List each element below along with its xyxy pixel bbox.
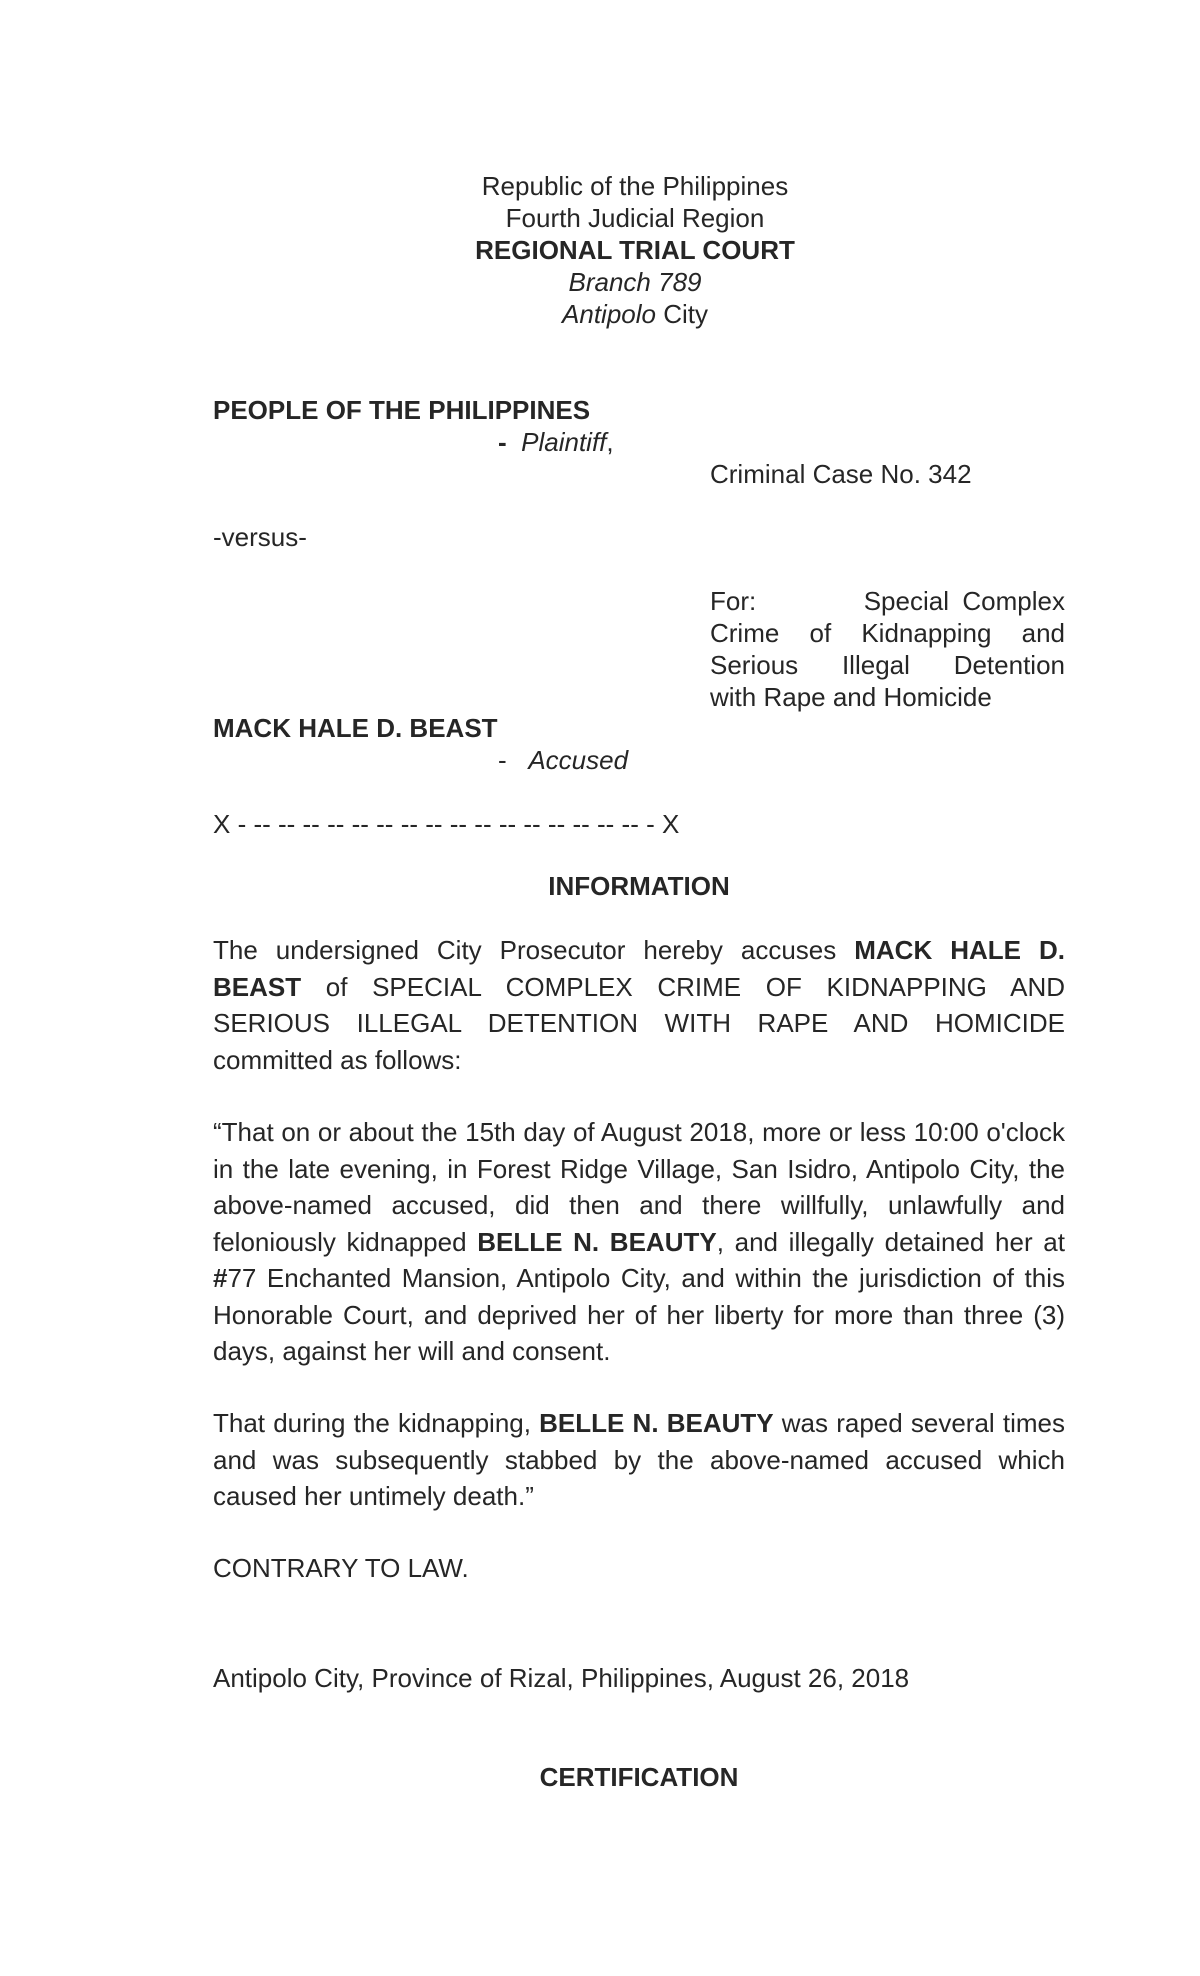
- accused-role: Accused: [528, 745, 629, 775]
- information-paragraph-2: [213, 1114, 1065, 1370]
- plaintiff-role: Plaintiff: [521, 427, 607, 457]
- header-city: [400, 298, 870, 330]
- information-paragraph-1: [213, 932, 1065, 1078]
- header-city-name: Antipolo: [562, 299, 656, 329]
- header-region: Fourth Judicial Region: [505, 203, 765, 233]
- information-title: INFORMATION: [548, 871, 730, 901]
- offense-line: with Rape and Homicide: [710, 682, 992, 712]
- offense-line: For: Special Complex: [710, 586, 1065, 616]
- header-branch: Branch 789: [568, 267, 702, 297]
- header-city-suffix: City: [655, 299, 708, 329]
- versus-label: -versus-: [213, 522, 307, 552]
- p2-text-e: 77 Enchanted Mansion, Antipolo City, and within the jurisdiction of this Honorable Court, and deprived her of her liberty for more than three (3) days, against her will and consent.: [213, 1263, 1065, 1366]
- p3-victim-name: BELLE N. BEAUTY: [539, 1408, 774, 1438]
- offense-line: Crime of Kidnapping and: [710, 618, 1065, 648]
- plaintiff-role-line: [498, 426, 614, 458]
- caption-separator: X - -- -- -- -- -- -- -- -- -- -- -- -- -- -- -- -- - X: [213, 809, 680, 839]
- contrary-to-law: CONTRARY TO LAW.: [213, 1553, 469, 1583]
- accused-dash: -: [498, 745, 507, 775]
- header-court: REGIONAL TRIAL COURT: [475, 235, 795, 265]
- p1-accused-name: MACK HALE D. BEAST: [213, 935, 1065, 1002]
- accused-name: MACK HALE D. BEAST: [213, 713, 498, 743]
- p1-text-a: The undersigned City Prosecutor hereby accuses: [213, 935, 855, 965]
- plaintiff-comma: ,: [606, 427, 614, 457]
- p2-victim-name: BELLE N. BEAUTY: [477, 1226, 717, 1257]
- p2-text-a: “That on or about the 15th day of August 2018, more or less 10:00 o'clock in the late evening, in Forest Ridge Village, San Isidro, Antipolo City, the above-named accused, did then and there willfully, unlawfully and feloniously kidnapped: [213, 1117, 1065, 1257]
- court-header: [400, 170, 870, 330]
- offense-description: [710, 585, 1065, 713]
- p2-text-c: , and illegally detained her at: [716, 1226, 1065, 1257]
- p2-hash: #: [213, 1263, 228, 1293]
- accused-role-line: [498, 744, 628, 776]
- certification-title: CERTIFICATION: [539, 1762, 739, 1792]
- offense-line: Serious Illegal Detention: [710, 650, 1065, 680]
- place-and-date: Antipolo City, Province of Rizal, Philippines, August 26, 2018: [213, 1663, 910, 1693]
- information-paragraph-3: [213, 1405, 1065, 1515]
- p3-text-a: That during the kidnapping,: [213, 1408, 540, 1438]
- p3-text-c: was raped several times and was subsequently stabbed by the above-named accused which caused her untimely death.”: [213, 1408, 1065, 1511]
- case-number: Criminal Case No. 342: [710, 459, 972, 489]
- p1-text-c: of SPECIAL COMPLEX CRIME OF KIDNAPPING AND SERIOUS ILLEGAL DETENTION WITH RAPE AND HOMICIDE committed as follows:: [213, 971, 1065, 1075]
- plaintiff-name: PEOPLE OF THE PHILIPPINES: [213, 395, 591, 425]
- header-republic: Republic of the Philippines: [481, 171, 789, 201]
- plaintiff-dash: -: [498, 427, 507, 457]
